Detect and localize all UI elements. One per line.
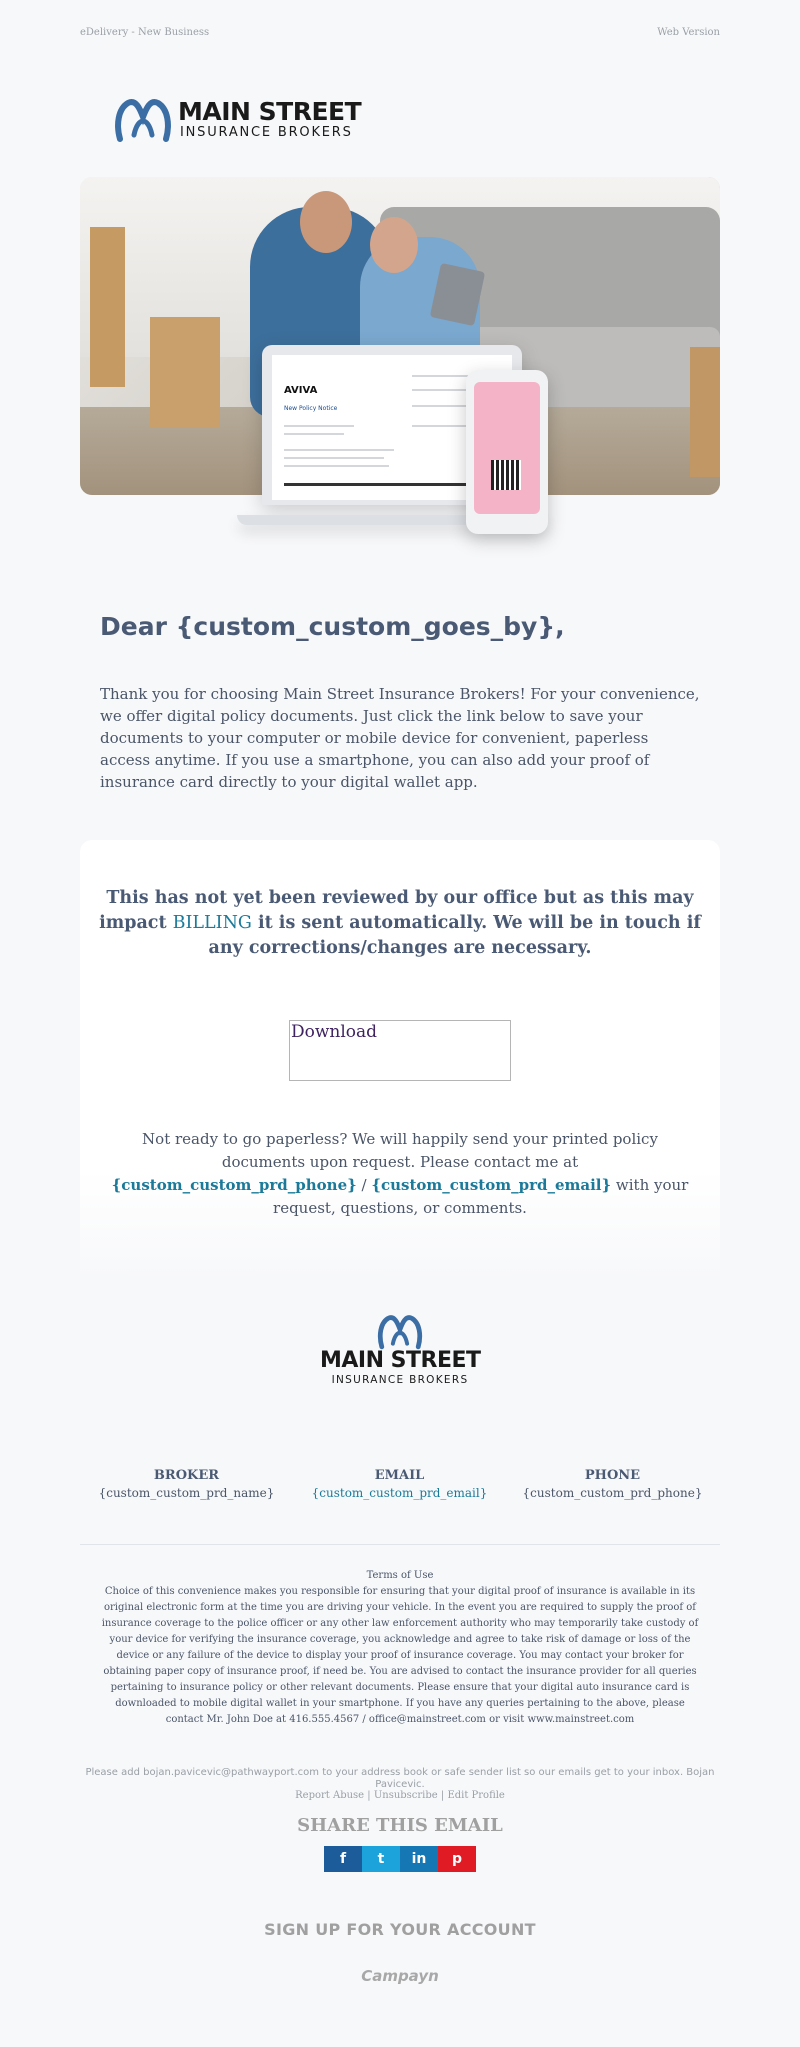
safe-sender-text: Please add: [85, 1767, 144, 1778]
facebook-icon[interactable]: f: [324, 1846, 362, 1872]
digital-insurance-card: [474, 382, 540, 514]
logo-line-2: INSURANCE BROKERS: [331, 1374, 469, 1386]
phone-label: PHONE: [584, 1468, 641, 1483]
greeting-heading: Dear {custom_custom_goes_by},: [100, 612, 565, 641]
safe-sender-email-link[interactable]: bojan.pavicevic@pathwayport.com: [143, 1767, 320, 1778]
phone-contact: [506, 1468, 719, 1500]
policy-doc-title: New Policy Notice: [284, 405, 338, 412]
main-street-logo-mark-icon: [376, 1312, 424, 1350]
broker-label: BROKER: [153, 1468, 220, 1483]
notice-text-before: This has not yet been reviewed by our office but as this may impact: [99, 888, 694, 933]
linkedin-icon[interactable]: in: [400, 1846, 438, 1872]
signup-link[interactable]: SIGN UP FOR YOUR ACCOUNT: [264, 1920, 536, 1939]
logo-line-1: MAIN STREET: [178, 97, 362, 126]
pinterest-icon[interactable]: p: [438, 1846, 476, 1872]
footer-links: [80, 1790, 720, 1801]
twitter-icon[interactable]: t: [362, 1846, 400, 1872]
top-bar: [80, 27, 720, 41]
paperless-text-after: with your request, questions, or comments.: [273, 1176, 689, 1217]
prd-email-link[interactable]: {custom_custom_prd_email}: [371, 1176, 612, 1194]
phone-mockup: [466, 370, 548, 534]
paperless-separator: /: [356, 1176, 372, 1194]
logo-line-1: MAIN STREET: [320, 1348, 481, 1373]
report-abuse-link[interactable]: Report Abuse: [295, 1790, 365, 1801]
qr-code-icon: [491, 460, 521, 490]
unsubscribe-link[interactable]: Unsubscribe: [373, 1790, 438, 1801]
main-street-logo-footer: [320, 1312, 480, 1387]
phone-value: {custom_custom_prd_phone}: [522, 1486, 703, 1500]
link-separator: |: [437, 1790, 448, 1801]
edelivery-label: eDelivery - New Business: [80, 27, 210, 38]
notice-text-after: it is sent automatically. We will be in touch if any corrections/changes are necessary.: [208, 913, 701, 958]
broker-value: {custom_custom_prd_name}: [98, 1486, 275, 1500]
main-street-logo-mark-icon: [114, 95, 172, 143]
link-separator: |: [364, 1790, 374, 1801]
edit-profile-link[interactable]: Edit Profile: [447, 1790, 505, 1801]
aviva-brand: AVIVA: [284, 385, 318, 396]
footer-divider: [80, 1544, 720, 1545]
share-email-heading: SHARE THIS EMAIL: [297, 1815, 503, 1836]
broker-contact: [80, 1468, 293, 1500]
paperless-paragraph: [110, 1128, 690, 1220]
email-label: EMAIL: [374, 1468, 425, 1483]
campayn-logo: Campayn: [361, 1967, 439, 1985]
main-street-logo: [114, 95, 374, 145]
paperless-text: Not ready to go paperless? We will happily send your printed policy documents upon request. Please contact me at: [142, 1130, 658, 1171]
intro-paragraph: Thank you for choosing Main Street Insurance Brokers! For your convenience, we offer digital policy documents. Just click the link below to save your documents to your computer or mobile device for convenient, paperless access anytime. If you use a smartphone, you can also add your proof of insurance card directly to your digital wallet app.: [100, 685, 700, 791]
email-contact: [293, 1468, 506, 1500]
logo-line-2: INSURANCE BROKERS: [180, 125, 353, 140]
billing-notice: [98, 886, 702, 961]
contact-info: [80, 1468, 720, 1508]
social-share-bar: [324, 1846, 476, 1872]
terms-body: Choice of this convenience makes you responsible for ensuring that your digital proof of insurance is available in its original electronic form at the time you are driving your vehicle. In the event you are required to supply the proof of insurance coverage to the police officer or any other law enforcement authority who may temporarily take custody of your device for verifying the insurance coverage, you acknowledge and agree to take risk of damage or loss of the device or any failure of the device to display your proof of insurance coverage. You may contact your broker for obtaining paper copy of insurance proof, if need be. You are advised to contact the insurance provider for all queries pertaining to insurance policy or other relevant documents. Please ensure that your digital auto insurance card is downloaded to mobile digital wallet in your smartphone. If you have any queries pertaining to the above, please contact Mr. John Doe at 416.555.4567 / office@mainstreet.com or visit www.mainstreet.com: [101, 1586, 699, 1725]
billing-highlight: BILLING: [172, 913, 252, 933]
email-value-link[interactable]: {custom_custom_prd_email}: [311, 1486, 488, 1500]
terms-title: Terms of Use: [366, 1570, 434, 1581]
download-button[interactable]: Download: [289, 1020, 511, 1081]
safe-sender-notice: [80, 1767, 720, 1791]
safe-sender-text-after: to your address book or safe sender list so our emails get to your inbox. Bojan Pavicevic.: [319, 1767, 715, 1790]
web-version-link[interactable]: Web Version: [657, 27, 720, 38]
prd-phone-link[interactable]: {custom_custom_prd_phone}: [111, 1176, 357, 1194]
